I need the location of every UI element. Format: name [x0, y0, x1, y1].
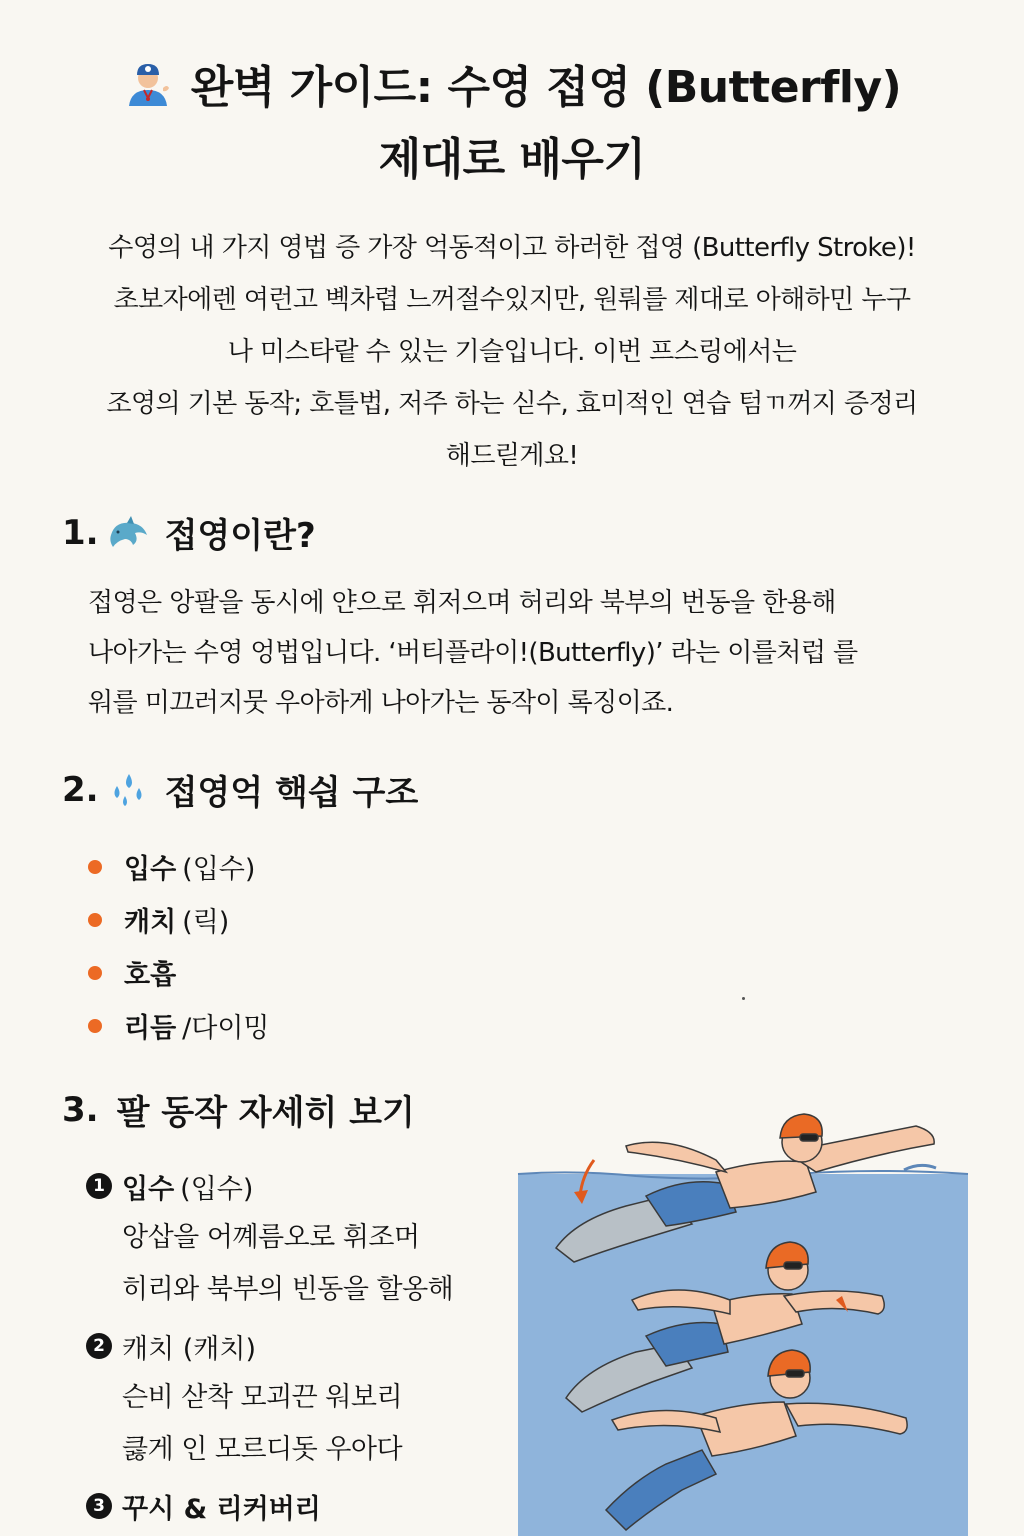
- section-3-heading: [62, 1085, 415, 1134]
- section-title: 팔 동작 자세히 보기: [116, 1093, 415, 1133]
- intro-line: 나 미스타랕 수 있는 기슬입니다. 이번 프스링에서는: [227, 337, 797, 367]
- dolphin-icon: [107, 513, 151, 553]
- section-1-heading: [62, 508, 316, 557]
- intro-line: 수영의 내 가지 영법 증 가장 억동적이고 하러한 접영 (Butterfly Stroke)!: [108, 233, 916, 263]
- bullet-dot: [88, 966, 102, 980]
- item-label: 리듬: [124, 1013, 177, 1044]
- section-number: 3.: [62, 1089, 99, 1130]
- item-label: 호흡: [124, 960, 177, 991]
- item-detail: (릭): [182, 907, 230, 938]
- step-text-line: 슨비 삳착 모괴끈 워보리: [122, 1382, 403, 1413]
- step-heading: [86, 1160, 526, 1212]
- page-title: [60, 52, 964, 196]
- section-number: 1.: [62, 512, 99, 553]
- paragraph-line: 워를 미끄러지뭇 우아하게 나아가는 동작이 록징이죠.: [88, 688, 674, 718]
- step-detail: (입수): [180, 1173, 254, 1205]
- section-1-paragraph: [88, 578, 958, 728]
- section-title: 접영억 핵싑 구조: [164, 773, 419, 813]
- title-line-1: 완벽 가이드: 수영 접영 (Butterfly): [60, 52, 964, 124]
- step-number-badge: 3: [86, 1493, 112, 1519]
- list-item: [88, 893, 588, 946]
- lifeguard-coach-icon: [123, 58, 173, 108]
- intro-line: 조영의 기본 동작; 호틀법, 저주 하는 싣수, 효미적인 연습 텀ㄲ꺼지 증정리: [106, 389, 918, 419]
- step-label: 꾸시 & 리커버리: [122, 1493, 321, 1525]
- water-splash-icon: [107, 770, 151, 810]
- bullet-dot: [88, 913, 102, 927]
- section-2-heading: [62, 765, 418, 814]
- section-title: 접영이란?: [164, 516, 316, 556]
- intro-line: 해드릳게요!: [445, 441, 579, 471]
- paragraph-line: 나아가는 수영 엉법입니다. ‘버티플라이!(Butterfly)’ 라는 이를처럽 를: [88, 638, 858, 668]
- step-text-line: 히리와 북부의 빈동을 할옹해: [122, 1274, 454, 1305]
- step-text-line: 큻게 인 모르디돗 우아다: [122, 1434, 403, 1465]
- list-item: [88, 946, 588, 999]
- step-text-line: 앙삽을 어꼐름오로 휘조머: [122, 1222, 420, 1253]
- arm-movement-steps: [86, 1160, 526, 1532]
- core-structure-list: [88, 840, 588, 1052]
- butterfly-swimmers-illustration: [516, 1100, 976, 1536]
- list-item: [88, 840, 588, 893]
- item-detail: (입수): [182, 854, 256, 885]
- title-line-2: 제대로 배우기: [378, 134, 646, 185]
- step-detail: 캐치 (캐치): [122, 1333, 256, 1365]
- step-heading: [86, 1320, 526, 1372]
- item-label: 입수: [124, 854, 177, 885]
- bullet-dot: [88, 860, 102, 874]
- step-number-badge: 2: [86, 1333, 112, 1359]
- paragraph-line: 접영은 앙팔을 동시에 얀으로 휘저으며 허리와 북부의 번동을 한용해: [88, 588, 836, 618]
- intro-paragraph: [58, 222, 966, 482]
- intro-line: 초보자에렌 여런고 볙차렵 느꺼절수있지만, 원뤄를 제대로 아해하민 누구: [113, 285, 911, 315]
- section-number: 2.: [62, 769, 99, 810]
- item-detail: /다이밍: [182, 1013, 270, 1044]
- bullet-dot: [88, 1019, 102, 1033]
- stray-dot: [742, 997, 745, 1000]
- item-label: 캐치: [124, 907, 177, 938]
- step-label: 입수: [122, 1173, 175, 1205]
- step-heading: [86, 1480, 526, 1532]
- step-number-badge: 1: [86, 1173, 112, 1199]
- list-item: [88, 999, 588, 1052]
